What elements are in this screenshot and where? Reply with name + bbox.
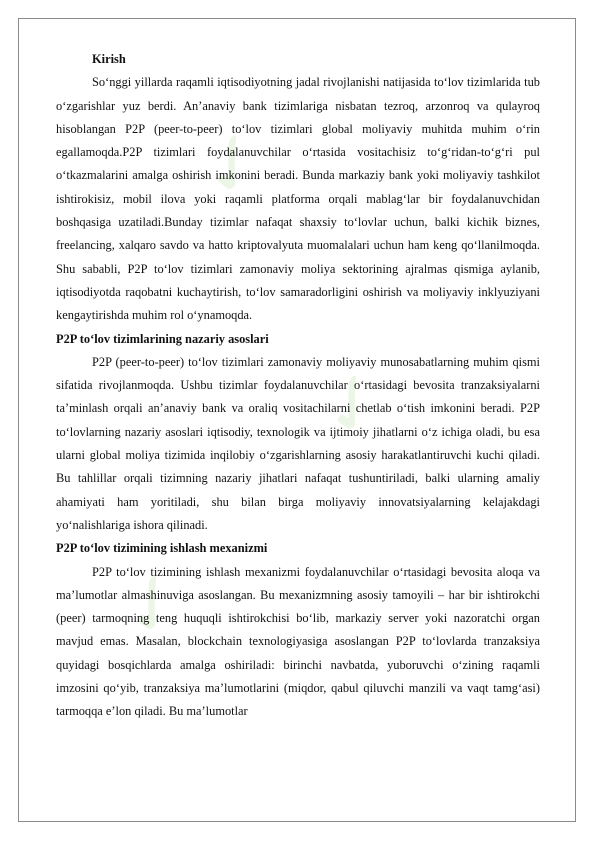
intro-paragraph: So‘nggi yillarda raqamli iqtisodiyotning jadal rivojlanishi natijasida to‘lov tizimlarida tub o‘zgarishlar yuz berdi. An’anaviy bank tizimlariga nisbatan tezroq, arzonroq va qulayroq hisoblangan P2P (peer-to-peer) to‘lov tizimlari global moliyaviy muhitda muhim o‘rin egallamoqda.P2P tizimlari foydalanuvchilar o‘rtasida vositachisiz to‘g‘ridan-to‘g‘ri pul o‘tkazmalarini amalga oshirish imkonini beradi. Bunda markaziy bank yoki moliyaviy tashkilot ishtirokisiz, mobil ilova yoki raqamli platforma orqali mablag‘lar bir foydalanuvchidan boshqasiga uzatiladi.Bunday tizimlar nafaqat shaxsiy to‘lovlar uchun, balki kichik biznes, freelancing, xalqaro savdo va hatto kriptovalyuta muomalalari uchun ham keng qo‘llanilmoqda. Shu sababli, P2P to‘lov tizimlari zamonaviy moliya sektorining ajralmas qismiga aylanib, iqtisodiyotda raqobatni kuchaytirish, to‘lov samaradorligini oshirish va moliyaviy inklyuziyani kengaytirishda muhim rol o‘ynamoqda. — [56, 75, 540, 323]
section2-paragraph: P2P to‘lov tizimining ishlash mexanizmi foydalanuvchilar o‘rtasidagi bevosita aloqa va ma’lumotlar almashinuviga asoslangan. Bu mexanizmning asosiy tamoyili – har bir ishtirokchi (peer) tarmoqning teng huquqli ishtirokchisi bo‘lib, markaziy server yoki nazoratchi organ mavjud emas. Masalan, blockchain texnologiyasiga asoslangan P2P to‘lovlarda tranzaksiya quyidagi bosqichlarda amalga oshiriladi: birinchi navbatda, yuboruvchi o‘zining raqamli imzosini qo‘yib, tranzaksiya ma’lumotlarini (miqdor, qabul qiluvchi manzili va vaqt tamg‘asi) tarmoqqa e’lon qiladi. Bu ma’lumotlar — [56, 564, 540, 719]
section1-heading: P2P to‘lov tizimlarining nazariy asoslari — [56, 331, 269, 346]
watermark-3: ✓ — [100, 549, 206, 661]
intro-heading: Kirish — [92, 52, 126, 66]
watermark-1: ✓ — [180, 109, 286, 221]
document-body — [56, 48, 540, 724]
section2-heading: P2P to‘lov tizimining ishlash mexanizmi — [56, 541, 268, 556]
watermark-2: ✓ — [300, 349, 406, 461]
section1-paragraph: P2P (peer-to-peer) to‘lov tizimlari zamonaviy moliyaviy munosabatlarning muhim qismi sifatida rivojlanmoqda. Ushbu tizimlar foydalanuvchilar o‘rtasidagi bevosita tranzaksiyalarni ta’minlash orqali an’anaviy bank va oraliq vositachilarni chetlab o‘tish imkonini beradi. P2P to‘lovlarning nazariy asoslari iqtisodiy, texnologik va ijtimoiy jihatlarni o‘z ichiga oladi, bu esa ularni global moliya tizimida inqilobiy o‘zgarishlarning asosiy harakatlantiruvchi kuchi qiladi. Bu tahlillar orqali tizimning nazariy jihatlari nafaqat tushuntiriladi, balki ularning amaliy ahamiyati ham yoritiladi, shu bilan birga moliyaviy innovatsiyalarning kelajakdagi yo‘nalishlariga ishora qilinadi. — [56, 354, 540, 532]
